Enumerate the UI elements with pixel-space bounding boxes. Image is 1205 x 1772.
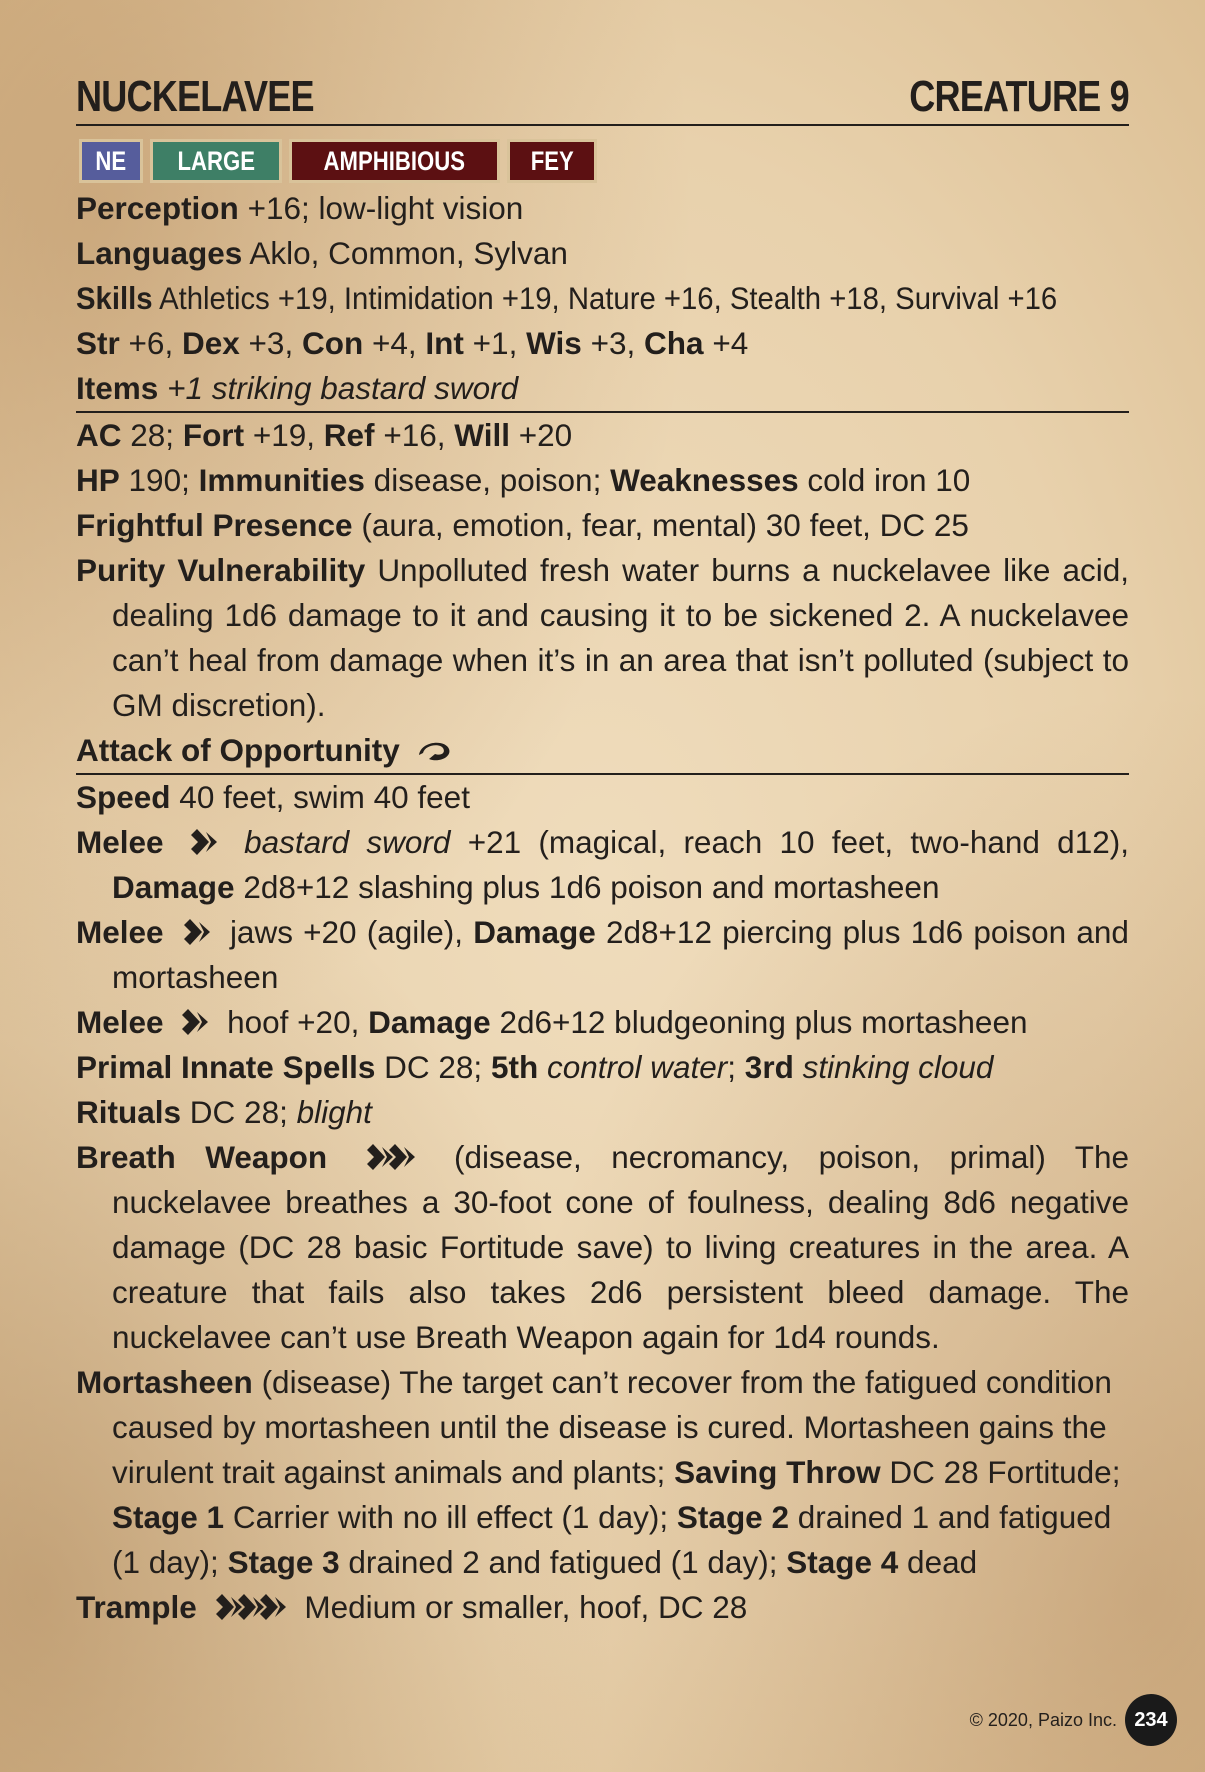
ability-scores-line: Str +6, Dex +3, Con +4, Int +1, Wis +3, Cha +4 (76, 325, 749, 361)
page-number-badge: 234 (1125, 1694, 1177, 1746)
one-action-icon (187, 827, 221, 857)
trait-badge-size: LARGE (150, 139, 283, 183)
innate-spells-line: Primal Innate Spells DC 28; 5th control water; 3rd stinking cloud (76, 1049, 994, 1085)
perception-line: Perception +16; low-light vision (76, 190, 524, 226)
frightful-presence-line: Frightful Presence (aura, emotion, fear, mental) 30 feet, DC 25 (76, 507, 969, 543)
copyright-text: © 2020, Paizo Inc. (969, 1709, 1117, 1730)
hp-line: HP 190; Immunities disease, poison; Weaknesses cold iron 10 (76, 462, 971, 498)
trait-badge-amphibious: AMPHIBIOUS (289, 139, 500, 183)
trample-line: Trample Medium or smaller, hoof, DC 28 (76, 1589, 748, 1625)
speed-line: Speed 40 feet, swim 40 feet (76, 779, 470, 815)
attack-of-opportunity-line: Attack of Opportunity (76, 728, 1129, 775)
stat-block (76, 66, 1129, 1630)
creature-name: NUCKELAVEE (76, 72, 314, 121)
melee-jaws: Melee jaws +20 (agile), Damage 2d8+12 piercing plus 1d6 poison and mortasheen (76, 914, 1129, 995)
reaction-icon (415, 737, 455, 765)
mortasheen-paragraph: Mortasheen (disease) The target can’t recover from the fatigued condition caused by mortasheen until the disease is cured. Mortasheen gains the virulent trait against animals and plants; Saving Throw DC 28 Fortitude; Stage 1 Carrier with no ill effect (1 day); Stage 2 drained 1 and fatigued (1 day); Stage 3 drained 2 and fatigued (1 day); Stage 4 dead (76, 1364, 1121, 1580)
breath-weapon-paragraph: Breath Weapon (disease, necromancy, poison, primal) The nuckelavee breathes a 30-foot cone of foulness, dealing 8d6 negative damage (DC 28 basic Fortitude save) to living creatures in the area. A creature that fails also takes 2d6 persistent bleed damage. The nuckelavee can’t use Breath Weapon again for 1d4 rounds. (76, 1139, 1129, 1355)
page-footer (970, 1694, 1177, 1746)
melee-bastard-sword: Melee bastard sword +21 (magical, reach 10 feet, two-hand d12), Damage 2d8+12 slashing plus 1d6 poison and mortasheen (76, 824, 1129, 905)
three-action-icon (212, 1592, 290, 1622)
skills-line: Skills Athletics +19, Intimidation +19, Nature +16, Stealth +18, Survival +16 (76, 280, 1058, 316)
melee-hoof: Melee hoof +20, Damage 2d6+12 bludgeoning plus mortasheen (76, 1004, 1028, 1040)
items-line: Items +1 striking bastard sword (76, 366, 1129, 413)
one-action-icon (178, 1007, 212, 1037)
purity-vulnerability-paragraph: Purity Vulnerability Unpolluted fresh water burns a nuckelavee like acid, dealing 1d6 damage to it and causing it to be sickened 2. A nuckelavee can’t heal from damage when it’s in an area that isn’t polluted (subject to GM discretion). (76, 552, 1129, 723)
title-row (76, 66, 1129, 126)
defenses-line: AC 28; Fort +19, Ref +16, Will +20 (76, 417, 573, 453)
one-action-icon (180, 917, 214, 947)
rituals-line: Rituals DC 28; blight (76, 1094, 372, 1130)
languages-line: Languages Aklo, Common, Sylvan (76, 235, 568, 271)
creature-level: CREATURE 9 (909, 72, 1129, 121)
trait-badge-alignment: NE (79, 139, 143, 183)
trait-list (76, 136, 1129, 186)
two-action-icon (363, 1142, 419, 1172)
trait-badge-fey: FEY (507, 139, 598, 183)
